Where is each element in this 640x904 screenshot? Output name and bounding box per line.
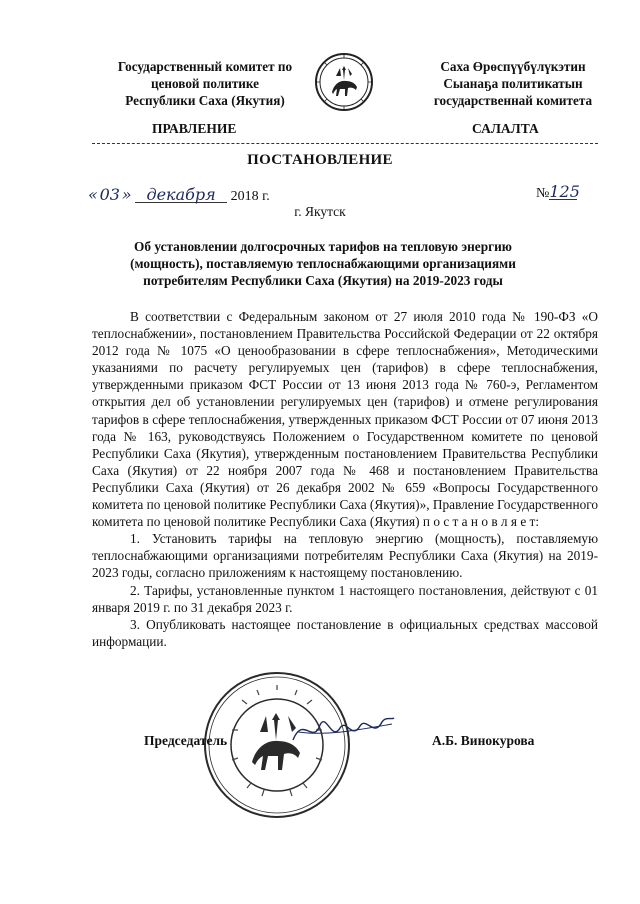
- document-subject: [118, 238, 528, 289]
- body-paragraph-item-3: 3. Опубликовать настоящее постановление в официальных средствах массовой информации.: [92, 616, 598, 649]
- date-day: 03: [99, 185, 120, 204]
- header-left-org: [90, 58, 320, 109]
- subject-line: (мощность), поставляемую теплоснабжающими организациями: [130, 256, 516, 271]
- document-body: [92, 308, 598, 650]
- header-right-dept: САЛАЛТА: [472, 121, 539, 136]
- header-divider: [92, 143, 598, 144]
- header-left-line: ценовой политике: [150, 76, 260, 91]
- body-paragraph-item-1: 1. Установить тарифы на тепловую энергию (мощность), поставляемую теплоснабжающими организациями потребителям Республики Саха (Якутия) на 2019-2023 годы, согласно приложениям к настоящему постановлению.: [92, 531, 598, 581]
- subject-line: Об установлении долгосрочных тарифов на тепловую энергию: [134, 239, 512, 254]
- date-year: 2018 г.: [230, 189, 270, 204]
- header-left-line: Государственный комитет по: [117, 59, 293, 74]
- header-left-line: Республики Саха (Якутия): [125, 93, 285, 108]
- header-left-dept: ПРАВЛЕНИЕ: [152, 121, 237, 136]
- signatory-name: А.Б. Винокурова: [432, 733, 535, 748]
- header-right-line: государственнай комитета: [433, 93, 593, 108]
- document-number: [536, 182, 580, 202]
- document-date: [88, 185, 270, 205]
- document-city: г. Якутск: [294, 204, 346, 219]
- date-month: декабря: [135, 188, 227, 203]
- body-paragraph-preamble: В соответствии с Федеральным законом от 27 июля 2010 года № 190-ФЗ «О теплоснабжении», постановлением Правительства Российской Федерации от 22 октября 2012 года № 1075 «О ценообразовании в сфере теплоснабжения», Методическими указаниями по расчету регулируемых цен (тарифов) в сфере теплоснабжения, утвержденными приказом ФСТ России от 13 июня 2013 года № 760-э, Регламентом открытия дел об установлении регулируемых цен (тарифов) и отмене регулирования тарифов в сфере теплоснабжения, утвержденных приказом ФСТ России от 07 июня 2013 года № 163, руководствуясь Положением о Государственном комитете по ценовой Республики Саха (Якутия), утвержденным постановлением Правительства Республики Саха (Якутия) от 22 ноября 2007 года № 468 и постановлением Правительства Республики Саха (Якутия) от 26 декабря 2002 № 659 «Вопросы Государственного комитета по ценовой политике Республики Саха (Якутия)», Правление Государственного комитета по ценовой политике Республики Саха (Якутия) п о с т а н о в л я е т:: [92, 309, 598, 530]
- number-prefix: №: [536, 186, 550, 201]
- header-right-line: Саха Өрөспүүбүлүкэтин: [440, 59, 586, 74]
- body-paragraph-item-2: 2. Тарифы, установленные пунктом 1 настоящего постановления, действуют с 01 января 2019 г. по 31 декабря 2023 г.: [92, 582, 598, 615]
- header-right-line: Сыанаҕа политикатын: [443, 76, 583, 91]
- number-value: 125: [549, 182, 580, 201]
- signature-block: [0, 733, 640, 773]
- signatory-role: Председатель: [144, 733, 228, 748]
- date-quote-close: »: [121, 185, 132, 204]
- date-quote-open: «: [88, 185, 98, 204]
- coat-of-arms-emblem: [314, 52, 374, 112]
- document-type-title: ПОСТАНОВЛЕНИЕ: [247, 152, 393, 168]
- header-right-org: [398, 58, 628, 109]
- subject-line: потребителям Республики Саха (Якутия) на 2019-2023 годы: [143, 273, 503, 288]
